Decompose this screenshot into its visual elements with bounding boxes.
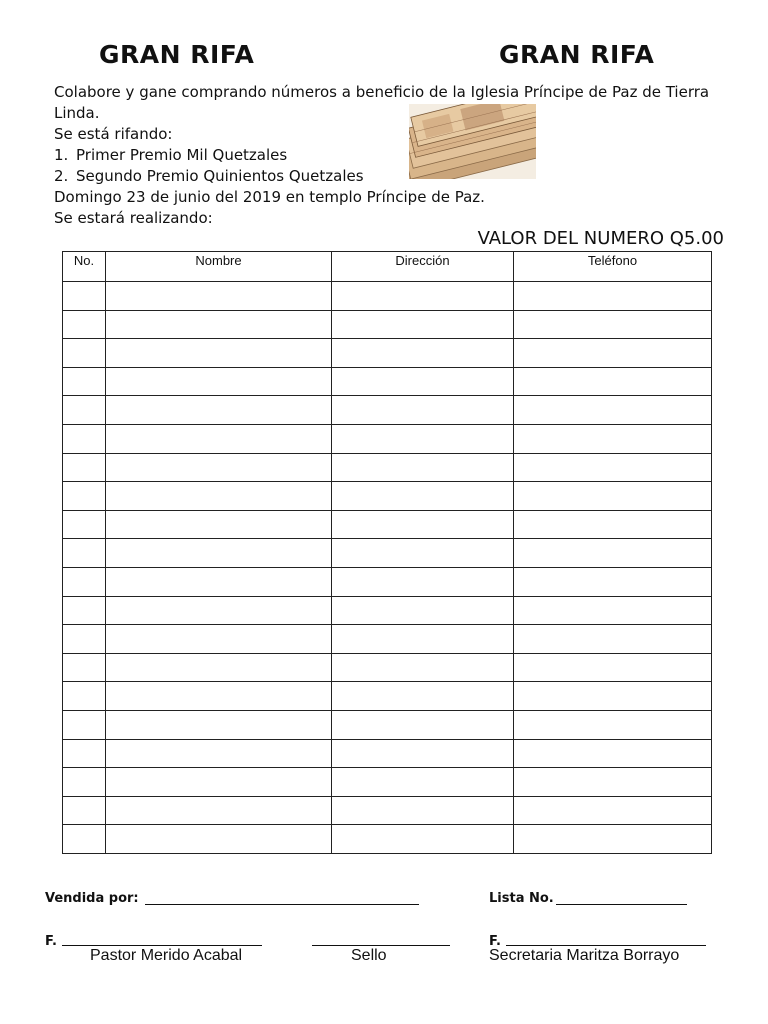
prize-item-1 [54,145,287,166]
address-cell[interactable] [332,482,514,511]
name-cell[interactable] [106,539,332,568]
name-cell[interactable] [106,424,332,453]
name-cell[interactable] [106,453,332,482]
number-cell[interactable] [63,768,106,797]
prize-text: Segundo Premio Quinientos Quetzales [76,167,364,185]
number-cell[interactable] [63,625,106,654]
table-row [63,739,712,768]
address-cell[interactable] [332,567,514,596]
name-cell[interactable] [106,825,332,854]
number-cell[interactable] [63,739,106,768]
column-header-number: No. [63,252,106,282]
name-cell[interactable] [106,625,332,654]
name-cell[interactable] [106,482,332,511]
table-row [63,367,712,396]
number-cell[interactable] [63,396,106,425]
number-cell[interactable] [63,367,106,396]
number-cell[interactable] [63,424,106,453]
table-row [63,424,712,453]
number-cell[interactable] [63,653,106,682]
prize-item-2 [54,166,364,187]
address-cell[interactable] [332,653,514,682]
number-cell[interactable] [63,482,106,511]
address-cell[interactable] [332,710,514,739]
prize-number: 2. [54,167,69,185]
price-label: VALOR DEL NUMERO Q5.00 [477,228,724,249]
table-row [63,710,712,739]
address-cell[interactable] [332,796,514,825]
sold-by-label: Vendida por: [45,891,139,906]
address-cell[interactable] [332,396,514,425]
table-row [63,539,712,568]
address-cell[interactable] [332,453,514,482]
table-row [63,796,712,825]
title-left: GRAN RIFA [99,40,255,69]
address-cell[interactable] [332,424,514,453]
column-header-address: Dirección [332,252,514,282]
name-cell[interactable] [106,596,332,625]
table-row [63,396,712,425]
stamp-line[interactable] [312,931,450,946]
name-cell[interactable] [106,768,332,797]
name-cell[interactable] [106,567,332,596]
name-cell[interactable] [106,739,332,768]
table-row [63,453,712,482]
number-cell[interactable] [63,825,106,854]
number-cell[interactable] [63,453,106,482]
number-cell[interactable] [63,539,106,568]
name-cell[interactable] [106,396,332,425]
name-cell[interactable] [106,367,332,396]
intro-text: Colabore y gane comprando números a beneficio de la Iglesia Príncipe de Paz de Tierra Linda. [54,83,710,122]
table-header-row [63,252,712,282]
address-cell[interactable] [332,510,514,539]
column-header-phone: Teléfono [514,252,712,282]
name-cell[interactable] [106,653,332,682]
title-right: GRAN RIFA [499,40,655,69]
phone-cell[interactable] [514,682,712,711]
address-cell[interactable] [332,825,514,854]
name-cell[interactable] [106,710,332,739]
pastor-signature-line[interactable] [62,931,262,946]
phone-cell[interactable] [514,482,712,511]
phone-cell[interactable] [514,539,712,568]
phone-cell[interactable] [514,367,712,396]
table-row [63,682,712,711]
prize-intro: Se está rifando: [54,125,173,143]
table-row [63,825,712,854]
date-line: Domingo 23 de junio del 2019 en templo Príncipe de Paz. [54,188,485,206]
sign-prefix: F. [45,934,57,949]
phone-cell[interactable] [514,424,712,453]
name-cell[interactable] [106,682,332,711]
name-cell[interactable] [106,282,332,311]
number-cell[interactable] [63,339,106,368]
phone-cell[interactable] [514,567,712,596]
realizando-text: Se estará realizando: [54,209,213,227]
phone-cell[interactable] [514,625,712,654]
list-number [489,887,554,906]
phone-cell[interactable] [514,339,712,368]
table-row [63,653,712,682]
phone-cell[interactable] [514,796,712,825]
address-cell[interactable] [332,539,514,568]
table-row [63,482,712,511]
table-row [63,768,712,797]
phone-cell[interactable] [514,739,712,768]
table-row [63,339,712,368]
phone-cell[interactable] [514,768,712,797]
sign-prefix: F. [489,934,501,949]
number-cell[interactable] [63,510,106,539]
secretary-name: Secretaria Maritza Borrayo [489,947,680,964]
phone-cell[interactable] [514,510,712,539]
prize-text: Primer Premio Mil Quetzales [76,146,288,164]
name-cell[interactable] [106,796,332,825]
pastor-name: Pastor Merido Acabal [90,947,243,964]
phone-cell[interactable] [514,710,712,739]
column-header-name: Nombre [106,252,332,282]
phone-cell[interactable] [514,396,712,425]
table-row [63,596,712,625]
table-row [63,282,712,311]
phone-cell[interactable] [514,282,712,311]
table-row [63,567,712,596]
phone-cell[interactable] [514,453,712,482]
address-cell[interactable] [332,282,514,311]
pastor-signature [45,930,57,949]
number-cell[interactable] [63,682,106,711]
phone-cell[interactable] [514,653,712,682]
list-number-line[interactable] [556,890,687,905]
table-row [63,625,712,654]
secretary-signature-line[interactable] [506,931,706,946]
list-number-label: Lista No. [489,891,554,906]
address-cell[interactable] [332,596,514,625]
address-cell[interactable] [332,367,514,396]
raffle-table [62,251,712,854]
name-cell[interactable] [106,310,332,339]
address-cell[interactable] [332,310,514,339]
sold-by [45,887,139,906]
address-cell[interactable] [332,625,514,654]
address-cell[interactable] [332,339,514,368]
number-cell[interactable] [63,310,106,339]
table-row [63,310,712,339]
phone-cell[interactable] [514,825,712,854]
table-row [63,510,712,539]
address-cell[interactable] [332,739,514,768]
number-cell[interactable] [63,796,106,825]
prize-number: 1. [54,146,69,164]
name-cell[interactable] [106,510,332,539]
money-bills-image [409,104,536,179]
phone-cell[interactable] [514,310,712,339]
number-cell[interactable] [63,282,106,311]
phone-cell[interactable] [514,596,712,625]
number-cell[interactable] [63,567,106,596]
number-cell[interactable] [63,596,106,625]
number-cell[interactable] [63,710,106,739]
address-cell[interactable] [332,768,514,797]
name-cell[interactable] [106,339,332,368]
address-cell[interactable] [332,682,514,711]
sold-by-line[interactable] [145,890,419,905]
stamp-label: Sello [351,947,387,964]
